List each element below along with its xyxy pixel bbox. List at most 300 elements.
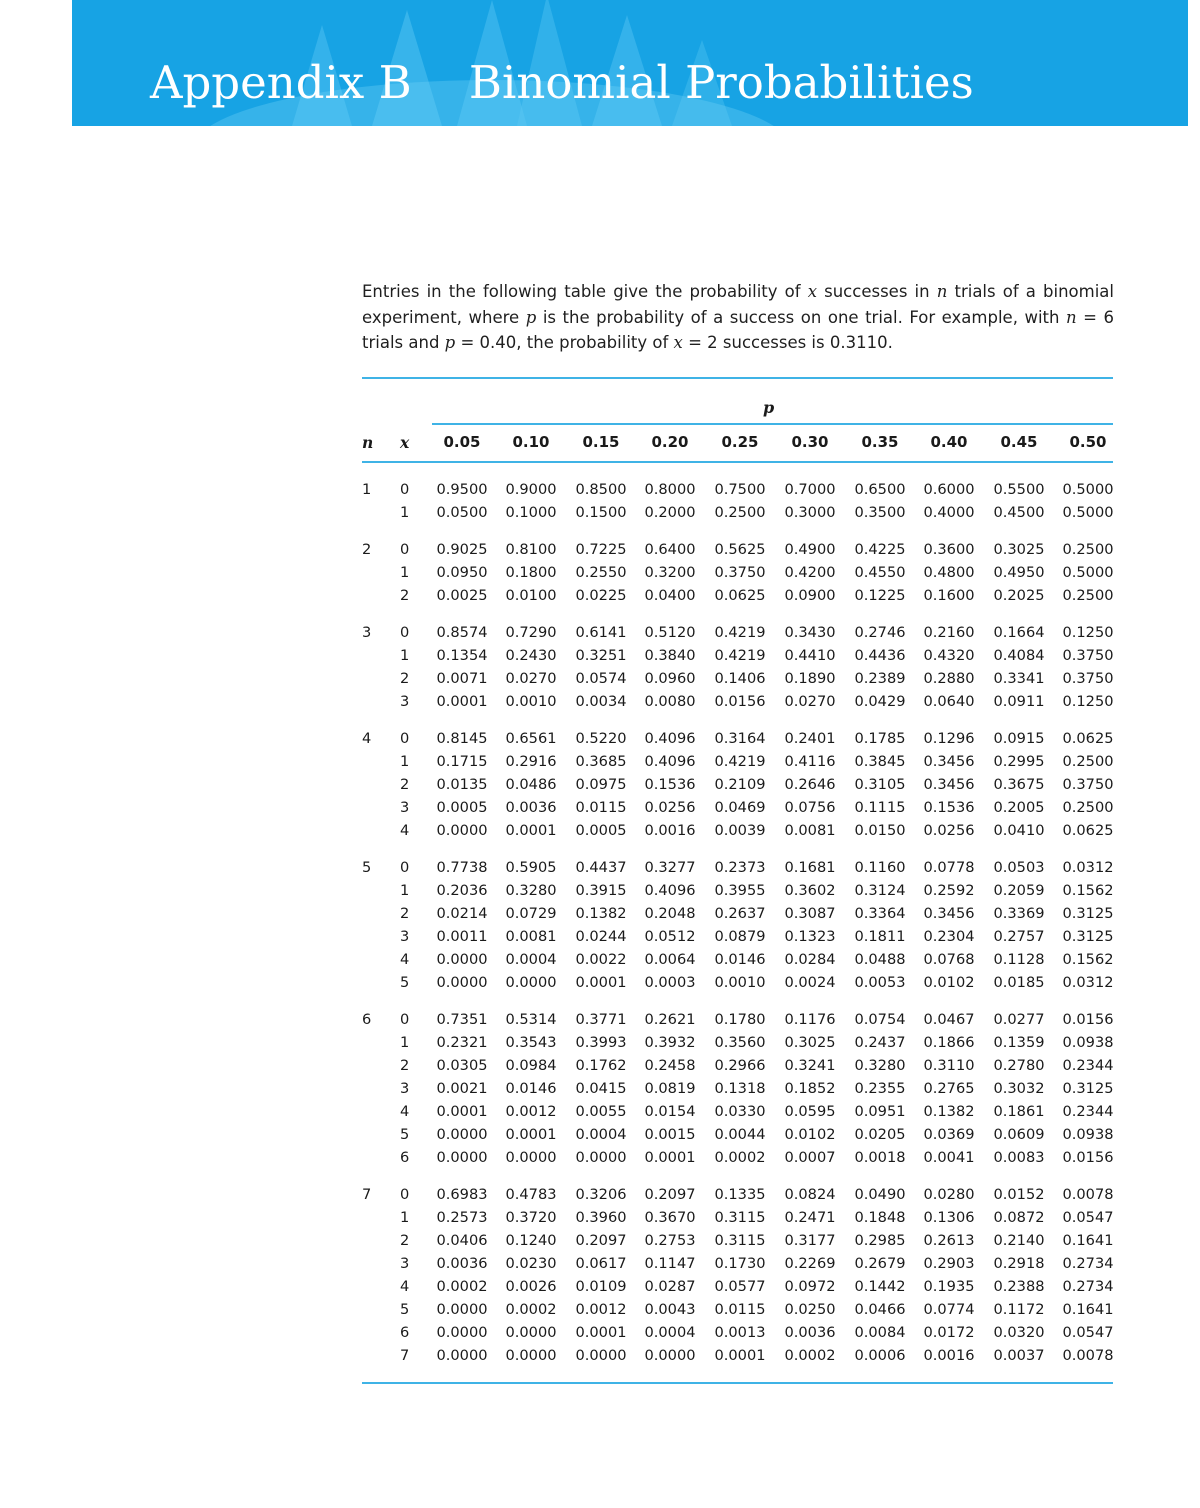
column-header: 0.20 (651, 433, 689, 451)
probability-cell: 0.0270 (784, 693, 836, 710)
probability-cell: 0.0078 (1062, 1347, 1114, 1364)
probability-cell: 0.1600 (923, 587, 975, 604)
probability-cell: 0.2048 (644, 905, 696, 922)
probability-cell: 0.1172 (993, 1301, 1045, 1318)
probability-cell: 0.0280 (923, 1186, 975, 1203)
x-cell: 2 (400, 670, 410, 687)
probability-cell: 0.0000 (505, 1149, 557, 1166)
probability-cell: 0.0000 (436, 951, 488, 968)
table-row (362, 644, 1113, 667)
probability-cell: 0.0000 (505, 1324, 557, 1341)
table-group-n7 (362, 1183, 1113, 1367)
probability-cell: 0.1866 (923, 1034, 975, 1051)
x-cell: 0 (400, 624, 410, 641)
probability-cell: 0.0156 (714, 693, 766, 710)
probability-cell: 0.2025 (993, 587, 1045, 604)
probability-cell: 0.0013 (714, 1324, 766, 1341)
probability-cell: 0.0146 (505, 1080, 557, 1097)
probability-cell: 0.0950 (436, 564, 488, 581)
table-row (362, 621, 1113, 644)
probability-cell: 0.0938 (1062, 1126, 1114, 1143)
probability-cell: 0.0595 (784, 1103, 836, 1120)
probability-cell: 0.2985 (854, 1232, 906, 1249)
probability-cell: 0.1147 (644, 1255, 696, 1272)
probability-cell: 0.0156 (1062, 1011, 1114, 1028)
probability-cell: 0.1861 (993, 1103, 1045, 1120)
x-cell: 4 (400, 1103, 410, 1120)
x-cell: 1 (400, 1034, 410, 1051)
probability-cell: 0.0025 (436, 587, 488, 604)
probability-cell: 0.4096 (644, 882, 696, 899)
probability-cell: 0.2916 (505, 753, 557, 770)
column-header: 0.35 (861, 433, 899, 451)
probability-cell: 0.0002 (714, 1149, 766, 1166)
probability-cell: 0.6141 (575, 624, 627, 641)
probability-cell: 0.7351 (436, 1011, 488, 1028)
probability-cell: 0.3280 (505, 882, 557, 899)
probability-cell: 0.6983 (436, 1186, 488, 1203)
probability-cell: 0.0003 (644, 974, 696, 991)
probability-cell: 0.3206 (575, 1186, 627, 1203)
probability-cell: 0.0547 (1062, 1209, 1114, 1226)
probability-cell: 0.2903 (923, 1255, 975, 1272)
x-cell: 1 (400, 647, 410, 664)
probability-cell: 0.2500 (1062, 753, 1114, 770)
probability-cell: 0.0915 (993, 730, 1045, 747)
probability-cell: 0.2621 (644, 1011, 696, 1028)
table-row (362, 1321, 1113, 1344)
probability-cell: 0.0152 (993, 1186, 1045, 1203)
probability-cell: 0.0778 (923, 859, 975, 876)
probability-cell: 0.5314 (505, 1011, 557, 1028)
probability-cell: 0.2373 (714, 859, 766, 876)
probability-cell: 0.0774 (923, 1301, 975, 1318)
probability-cell: 0.3025 (784, 1034, 836, 1051)
probability-cell: 0.5500 (993, 481, 1045, 498)
probability-cell: 0.1250 (1062, 624, 1114, 641)
n-cell: 3 (362, 624, 372, 641)
probability-cell: 0.0277 (993, 1011, 1045, 1028)
probability-cell: 0.0369 (923, 1126, 975, 1143)
probability-cell: 0.1160 (854, 859, 906, 876)
table-row (362, 925, 1113, 948)
probability-cell: 0.0002 (505, 1301, 557, 1318)
chapter-banner (72, 0, 1188, 126)
probability-cell: 0.0000 (436, 1149, 488, 1166)
probability-cell: 0.7738 (436, 859, 488, 876)
n-cell: 4 (362, 730, 372, 747)
probability-cell: 0.3125 (1062, 1080, 1114, 1097)
probability-cell: 0.3960 (575, 1209, 627, 1226)
probability-cell: 0.1562 (1062, 882, 1114, 899)
table-row (362, 584, 1113, 607)
probability-cell: 0.7290 (505, 624, 557, 641)
probability-cell: 0.2269 (784, 1255, 836, 1272)
probability-cell: 0.0102 (784, 1126, 836, 1143)
probability-cell: 0.3115 (714, 1232, 766, 1249)
x-cell: 6 (400, 1324, 410, 1341)
probability-cell: 0.0400 (644, 587, 696, 604)
probability-cell: 0.2500 (1062, 587, 1114, 604)
column-header: 0.10 (512, 433, 550, 451)
x-cell: 3 (400, 693, 410, 710)
probability-cell: 0.1406 (714, 670, 766, 687)
probability-cell: 0.1176 (784, 1011, 836, 1028)
probability-cell: 0.2321 (436, 1034, 488, 1051)
x-cell: 1 (400, 753, 410, 770)
table-row (362, 1100, 1113, 1123)
probability-cell: 0.4219 (714, 753, 766, 770)
probability-cell: 0.3110 (923, 1057, 975, 1074)
probability-cell: 0.0016 (644, 822, 696, 839)
probability-cell: 0.3125 (1062, 905, 1114, 922)
probability-cell: 0.3600 (923, 541, 975, 558)
probability-cell: 0.1811 (854, 928, 906, 945)
probability-cell: 0.0000 (436, 1324, 488, 1341)
table-row (362, 819, 1113, 842)
n-cell: 6 (362, 1011, 372, 1028)
probability-cell: 0.3602 (784, 882, 836, 899)
probability-cell: 0.2388 (993, 1278, 1045, 1295)
probability-cell: 0.8000 (644, 481, 696, 498)
table-row (362, 773, 1113, 796)
probability-cell: 0.4116 (784, 753, 836, 770)
probability-cell: 0.0172 (923, 1324, 975, 1341)
x-cell: 2 (400, 1057, 410, 1074)
probability-cell: 0.0001 (505, 822, 557, 839)
probability-cell: 0.3115 (714, 1209, 766, 1226)
probability-cell: 0.0824 (784, 1186, 836, 1203)
probability-cell: 0.0001 (436, 693, 488, 710)
probability-cell: 0.3277 (644, 859, 696, 876)
probability-cell: 0.5120 (644, 624, 696, 641)
probability-cell: 0.0150 (854, 822, 906, 839)
probability-cell: 0.4084 (993, 647, 1045, 664)
table-row (362, 879, 1113, 902)
probability-cell: 0.0225 (575, 587, 627, 604)
table-top-rule (362, 377, 1113, 379)
probability-cell: 0.4219 (714, 647, 766, 664)
table-row (362, 667, 1113, 690)
x-cell: 3 (400, 799, 410, 816)
probability-cell: 0.4096 (644, 753, 696, 770)
probability-cell: 0.4783 (505, 1186, 557, 1203)
probability-cell: 0.1890 (784, 670, 836, 687)
probability-cell: 0.4800 (923, 564, 975, 581)
probability-cell: 0.0305 (436, 1057, 488, 1074)
probability-cell: 0.0467 (923, 1011, 975, 1028)
x-cell: 4 (400, 951, 410, 968)
probability-cell: 0.2430 (505, 647, 557, 664)
probability-cell: 0.8100 (505, 541, 557, 558)
probability-cell: 0.0270 (505, 670, 557, 687)
table-row (362, 750, 1113, 773)
probability-cell: 0.2344 (1062, 1057, 1114, 1074)
x-cell: 6 (400, 1149, 410, 1166)
probability-cell: 0.3560 (714, 1034, 766, 1051)
probability-cell: 0.3675 (993, 776, 1045, 793)
probability-cell: 0.0000 (436, 1301, 488, 1318)
probability-cell: 0.3845 (854, 753, 906, 770)
probability-cell: 0.2000 (644, 504, 696, 521)
probability-cell: 0.0004 (575, 1126, 627, 1143)
probability-cell: 0.3000 (784, 504, 836, 521)
probability-cell: 0.0100 (505, 587, 557, 604)
probability-cell: 0.0410 (993, 822, 1045, 839)
probability-cell: 0.0609 (993, 1126, 1045, 1143)
probability-cell: 0.4437 (575, 859, 627, 876)
probability-cell: 0.5220 (575, 730, 627, 747)
x-cell: 3 (400, 1080, 410, 1097)
probability-cell: 0.5905 (505, 859, 557, 876)
probability-cell: 0.8145 (436, 730, 488, 747)
probability-cell: 0.3915 (575, 882, 627, 899)
probability-cell: 0.2005 (993, 799, 1045, 816)
table-row (362, 727, 1113, 750)
probability-cell: 0.0011 (436, 928, 488, 945)
probability-cell: 0.0021 (436, 1080, 488, 1097)
table-row (362, 1344, 1113, 1367)
x-cell: 0 (400, 541, 410, 558)
x-cell: 3 (400, 928, 410, 945)
probability-cell: 0.1785 (854, 730, 906, 747)
probability-cell: 0.6561 (505, 730, 557, 747)
probability-cell: 0.3124 (854, 882, 906, 899)
p-axis-label: p (763, 398, 775, 417)
probability-cell: 0.1335 (714, 1186, 766, 1203)
probability-cell: 0.0250 (784, 1301, 836, 1318)
probability-cell: 0.3105 (854, 776, 906, 793)
table-row (362, 1123, 1113, 1146)
probability-cell: 0.3771 (575, 1011, 627, 1028)
n-cell: 2 (362, 541, 372, 558)
probability-cell: 0.2500 (1062, 541, 1114, 558)
probability-cell: 0.0466 (854, 1301, 906, 1318)
probability-cell: 0.0879 (714, 928, 766, 945)
probability-cell: 0.1000 (505, 504, 557, 521)
probability-cell: 0.0081 (505, 928, 557, 945)
probability-cell: 0.2437 (854, 1034, 906, 1051)
probability-cell: 0.1664 (993, 624, 1045, 641)
probability-cell: 0.4096 (644, 730, 696, 747)
probability-cell: 0.2500 (1062, 799, 1114, 816)
probability-cell: 0.4200 (784, 564, 836, 581)
probability-cell: 0.2746 (854, 624, 906, 641)
probability-cell: 0.0185 (993, 974, 1045, 991)
probability-cell: 0.0002 (784, 1347, 836, 1364)
probability-cell: 0.0205 (854, 1126, 906, 1143)
x-cell: 4 (400, 822, 410, 839)
probability-cell: 0.1536 (923, 799, 975, 816)
x-cell: 3 (400, 1255, 410, 1272)
probability-cell: 0.1730 (714, 1255, 766, 1272)
probability-cell: 0.0006 (854, 1347, 906, 1364)
probability-cell: 0.1240 (505, 1232, 557, 1249)
n-cell: 7 (362, 1186, 372, 1203)
probability-cell: 0.0214 (436, 905, 488, 922)
probability-cell: 0.2097 (644, 1186, 696, 1203)
x-cell: 1 (400, 1209, 410, 1226)
probability-cell: 0.8574 (436, 624, 488, 641)
probability-cell: 0.4900 (784, 541, 836, 558)
probability-cell: 0.4500 (993, 504, 1045, 521)
probability-cell: 0.2500 (714, 504, 766, 521)
probability-cell: 0.3750 (714, 564, 766, 581)
table-row (362, 1229, 1113, 1252)
probability-cell: 0.3543 (505, 1034, 557, 1051)
column-header: 0.40 (930, 433, 968, 451)
probability-cell: 0.7000 (784, 481, 836, 498)
probability-cell: 0.0036 (784, 1324, 836, 1341)
probability-cell: 0.1250 (1062, 693, 1114, 710)
probability-cell: 0.1306 (923, 1209, 975, 1226)
probability-cell: 0.3456 (923, 753, 975, 770)
probability-cell: 0.0488 (854, 951, 906, 968)
probability-cell: 0.2734 (1062, 1255, 1114, 1272)
probability-cell: 0.4219 (714, 624, 766, 641)
column-header: 0.15 (582, 433, 620, 451)
probability-cell: 0.0872 (993, 1209, 1045, 1226)
probability-cell: 0.2613 (923, 1232, 975, 1249)
probability-cell: 0.2880 (923, 670, 975, 687)
probability-cell: 0.0081 (784, 822, 836, 839)
table-group-n3 (362, 621, 1113, 713)
probability-cell: 0.6400 (644, 541, 696, 558)
probability-cell: 0.0406 (436, 1232, 488, 1249)
x-cell: 1 (400, 564, 410, 581)
probability-cell: 0.3750 (1062, 647, 1114, 664)
probability-cell: 0.0617 (575, 1255, 627, 1272)
probability-cell: 0.0115 (575, 799, 627, 816)
probability-cell: 0.5000 (1062, 481, 1114, 498)
probability-cell: 0.0503 (993, 859, 1045, 876)
probability-cell: 0.1382 (575, 905, 627, 922)
probability-cell: 0.0469 (714, 799, 766, 816)
probability-cell: 0.0026 (505, 1278, 557, 1295)
probability-cell: 0.0000 (575, 1347, 627, 1364)
table-row (362, 796, 1113, 819)
probability-cell: 0.2355 (854, 1080, 906, 1097)
probability-cell: 0.0900 (784, 587, 836, 604)
probability-cell: 0.0938 (1062, 1034, 1114, 1051)
probability-cell: 0.0001 (436, 1103, 488, 1120)
probability-cell: 0.0001 (575, 1324, 627, 1341)
probability-cell: 0.0154 (644, 1103, 696, 1120)
probability-cell: 0.1382 (923, 1103, 975, 1120)
probability-cell: 0.1536 (644, 776, 696, 793)
probability-cell: 0.0002 (436, 1278, 488, 1295)
probability-cell: 0.0754 (854, 1011, 906, 1028)
probability-cell: 0.0500 (436, 504, 488, 521)
probability-cell: 0.3720 (505, 1209, 557, 1226)
probability-cell: 0.0244 (575, 928, 627, 945)
probability-cell: 0.0036 (436, 1255, 488, 1272)
x-cell: 1 (400, 504, 410, 521)
column-header: 0.50 (1069, 433, 1107, 451)
x-cell: 2 (400, 776, 410, 793)
probability-cell: 0.0001 (575, 974, 627, 991)
probability-cell: 0.1359 (993, 1034, 1045, 1051)
probability-cell: 0.3670 (644, 1209, 696, 1226)
probability-cell: 0.0022 (575, 951, 627, 968)
probability-cell: 0.0000 (436, 1126, 488, 1143)
probability-cell: 0.1128 (993, 951, 1045, 968)
probability-cell: 0.1318 (714, 1080, 766, 1097)
probability-cell: 0.5000 (1062, 564, 1114, 581)
probability-cell: 0.3177 (784, 1232, 836, 1249)
probability-cell: 0.0230 (505, 1255, 557, 1272)
probability-cell: 0.0005 (436, 799, 488, 816)
probability-cell: 0.0000 (575, 1149, 627, 1166)
probability-cell: 0.1296 (923, 730, 975, 747)
probability-cell: 0.2304 (923, 928, 975, 945)
probability-cell: 0.0640 (923, 693, 975, 710)
table-row (362, 1183, 1113, 1206)
probability-cell: 0.2140 (993, 1232, 1045, 1249)
probability-cell: 0.0512 (644, 928, 696, 945)
probability-cell: 0.3456 (923, 776, 975, 793)
probability-cell: 0.0287 (644, 1278, 696, 1295)
probability-cell: 0.1500 (575, 504, 627, 521)
probability-cell: 0.2471 (784, 1209, 836, 1226)
probability-cell: 0.2592 (923, 882, 975, 899)
probability-cell: 0.2765 (923, 1080, 975, 1097)
probability-cell: 0.3993 (575, 1034, 627, 1051)
probability-cell: 0.0078 (1062, 1186, 1114, 1203)
page-title: Appendix B Binomial Probabilities (150, 56, 974, 109)
probability-cell: 0.4550 (854, 564, 906, 581)
probability-cell: 0.1848 (854, 1209, 906, 1226)
probability-cell: 0.0256 (644, 799, 696, 816)
probability-cell: 0.4320 (923, 647, 975, 664)
probability-cell: 0.0000 (644, 1347, 696, 1364)
probability-cell: 0.0972 (784, 1278, 836, 1295)
x-cell: 2 (400, 905, 410, 922)
probability-cell: 0.2757 (993, 928, 1045, 945)
probability-cell: 0.2458 (644, 1057, 696, 1074)
probability-cell: 0.0007 (784, 1149, 836, 1166)
x-column-header: x (400, 433, 410, 452)
x-cell: 0 (400, 730, 410, 747)
column-header: 0.05 (443, 433, 481, 451)
probability-cell: 0.0911 (993, 693, 1045, 710)
table-group-n2 (362, 538, 1113, 607)
probability-cell: 0.0041 (923, 1149, 975, 1166)
probability-cell: 0.0010 (714, 974, 766, 991)
probability-cell: 0.2646 (784, 776, 836, 793)
table-row (362, 1054, 1113, 1077)
probability-cell: 0.2780 (993, 1057, 1045, 1074)
x-cell: 1 (400, 882, 410, 899)
probability-cell: 0.3125 (1062, 928, 1114, 945)
p-header-rule (432, 423, 1113, 425)
probability-cell: 0.0071 (436, 670, 488, 687)
table-row (362, 902, 1113, 925)
table-row (362, 478, 1113, 501)
column-header: 0.45 (1000, 433, 1038, 451)
probability-cell: 0.0256 (923, 822, 975, 839)
probability-cell: 0.0146 (714, 951, 766, 968)
x-cell: 4 (400, 1278, 410, 1295)
probability-cell: 0.6500 (854, 481, 906, 498)
x-cell: 5 (400, 1301, 410, 1318)
x-cell: 0 (400, 1011, 410, 1028)
probability-cell: 0.2550 (575, 564, 627, 581)
n-cell: 5 (362, 859, 372, 876)
x-cell: 5 (400, 1126, 410, 1143)
probability-cell: 0.3364 (854, 905, 906, 922)
probability-cell: 0.3430 (784, 624, 836, 641)
